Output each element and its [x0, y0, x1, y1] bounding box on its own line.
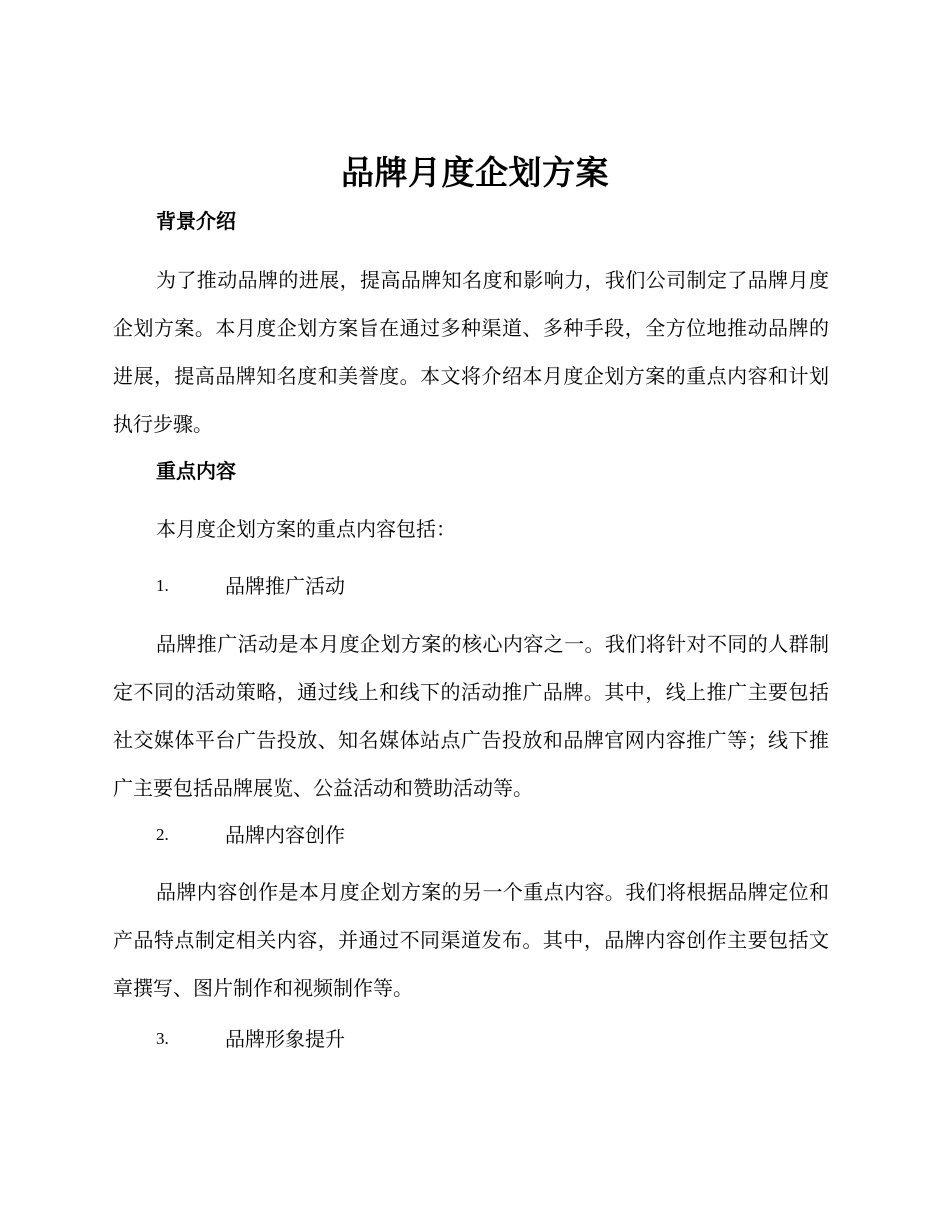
list-item-title: 品牌内容创作	[225, 823, 345, 847]
item-2-paragraph: 品牌内容创作是本月度企划方案的另一个重点内容。我们将根据品牌定位和产品特点制定相关内容，并通过不同渠道发布。其中，品牌内容创作主要包括文章撰写、图片制作和视频制作等。	[113, 880, 829, 1000]
document-title: 品牌月度企划方案	[341, 153, 609, 192]
list-number: 3.	[156, 1029, 169, 1048]
section-heading-background: 背景介绍	[156, 209, 236, 233]
section-heading-key-content: 重点内容	[156, 459, 236, 483]
list-number: 1.	[156, 576, 169, 595]
item-1-paragraph: 品牌推广活动是本月度企划方案的核心内容之一。我们将针对不同的人群制定不同的活动策略，通过线上和线下的活动推广品牌。其中，线上推广主要包括社交媒体平台广告投放、知名媒体站点广告投放和品牌官网内容推广等；线下推广主要包括品牌展览、公益活动和赞助活动等。	[113, 632, 829, 800]
list-item-title: 品牌推广活动	[225, 574, 345, 598]
key-content-intro: 本月度企划方案的重点内容包括：	[156, 517, 456, 541]
list-item-title: 品牌形象提升	[225, 1027, 345, 1051]
background-paragraph: 为了推动品牌的进展，提高品牌知名度和影响力，我们公司制定了品牌月度企划方案。本月度企划方案旨在通过多种渠道、多种手段，全方位地推动品牌的进展，提高品牌知名度和美誉度。本文将介绍本月度企划方案的重点内容和计划执行步骤。	[113, 268, 829, 436]
list-number: 2.	[156, 825, 169, 844]
